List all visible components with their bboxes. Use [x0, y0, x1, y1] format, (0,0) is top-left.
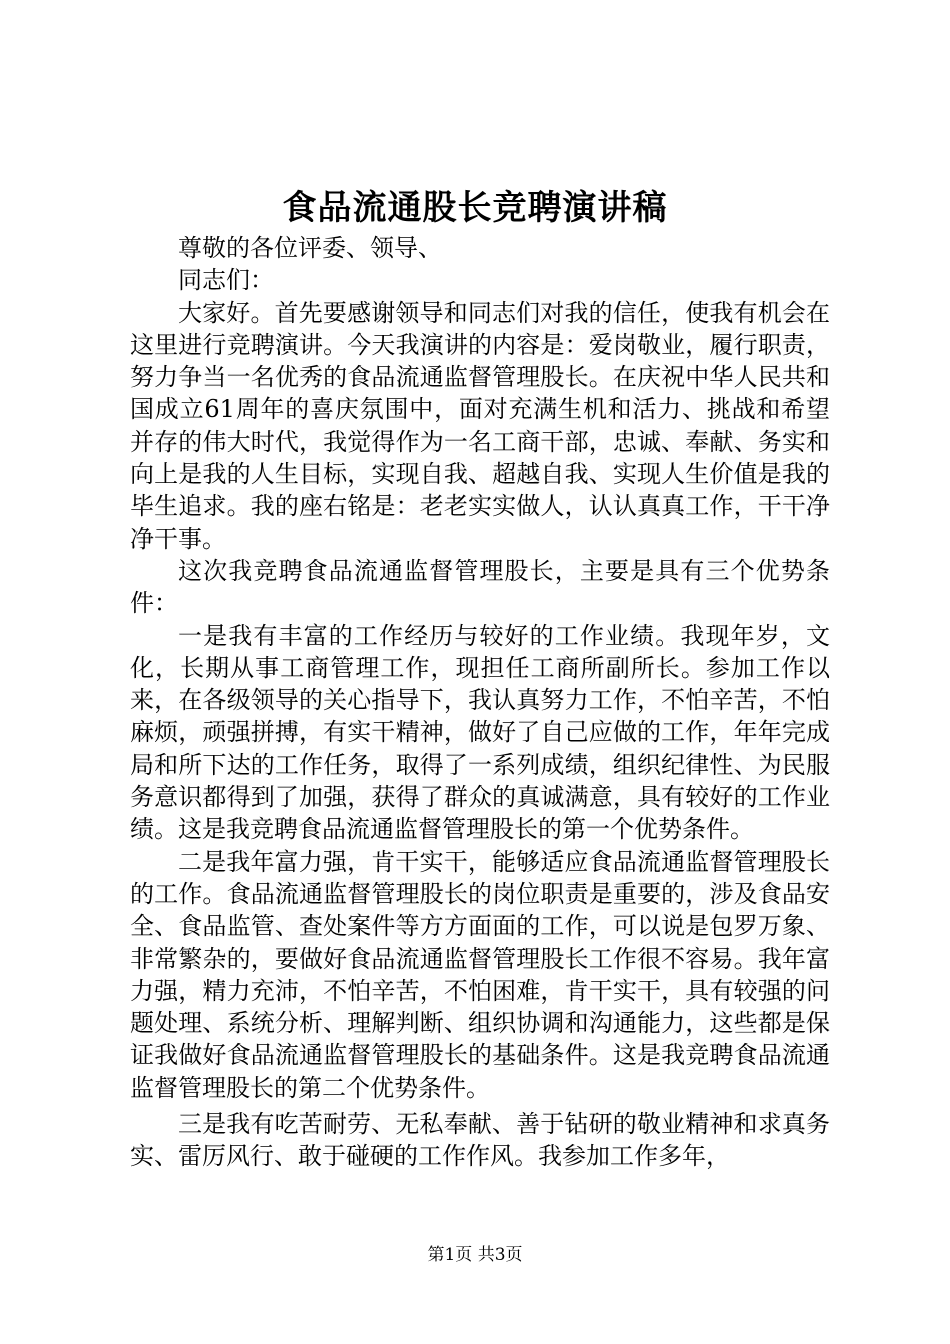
body-paragraph: 一是我有丰富的工作经历与较好的工作业绩。我现年岁，文化，长期从事工商管理工作，现担任工商所副所长。参加工作以来，在各级领导的关心指导下，我认真努力工作，不怕辛苦，不怕麻烦，顽强拼搏，有实干精神，做好了自己应做的工作，年年完成局和所下达的工作任务，取得了一系列成绩，组织纪律性、为民服务意识都得到了加强，获得了群众的真诚满意，具有较好的工作业绩。这是我竞聘食品流通监督管理股长的第一个优势条件。	[130, 621, 830, 844]
page-footer: 第1页 共3页	[427, 1245, 523, 1265]
document-title: 食品流通股长竞聘演讲稿	[282, 188, 668, 228]
body-paragraph: 大家好。首先要感谢领导和同志们对我的信任，使我有机会在这里进行竞聘演讲。今天我演讲的内容是：爱岗敬业，履行职责，努力争当一名优秀的食品流通监督管理股长。在庆祝中华人民共和国成立61周年的喜庆氛围中，面对充满生机和活力、挑战和希望并存的伟大时代，我觉得作为一名工商干部，忠诚、奉献、务实和向上是我的人生目标，实现自我、超越自我、实现人生价值是我的毕生追求。我的座右铭是：老老实实做人，认认真真工作，干干净净干事。	[130, 298, 830, 553]
body-paragraph: 三是我有吃苦耐劳、无私奉献、善于钻研的敬业精神和求真务实、雷厉风行、敢于碰硬的工作作风。我参加工作多年，	[130, 1110, 830, 1171]
salutation-line: 尊敬的各位评委、领导、	[178, 234, 442, 262]
document-body	[130, 232, 830, 1173]
body-paragraph: 二是我年富力强，肯干实干，能够适应食品流通监督管理股长的工作。食品流通监督管理股长的岗位职责是重要的，涉及食品安全、食品监管、查处案件等方方面面的工作，可以说是包罗万象、非常繁杂的，要做好食品流通监督管理股长工作很不容易。我年富力强，精力充沛，不怕辛苦，不怕困难，肯干实干，具有较强的问题处理、系统分析、理解判断、组织协调和沟通能力，这些都是保证我做好食品流通监督管理股长的基础条件。这是我竞聘食品流通监督管理股长的第二个优势条件。	[130, 847, 830, 1102]
salutation-line: 同志们：	[178, 266, 274, 295]
body-paragraph: 这次我竞聘食品流通监督管理股长，主要是具有三个优势条件：	[130, 556, 830, 618]
